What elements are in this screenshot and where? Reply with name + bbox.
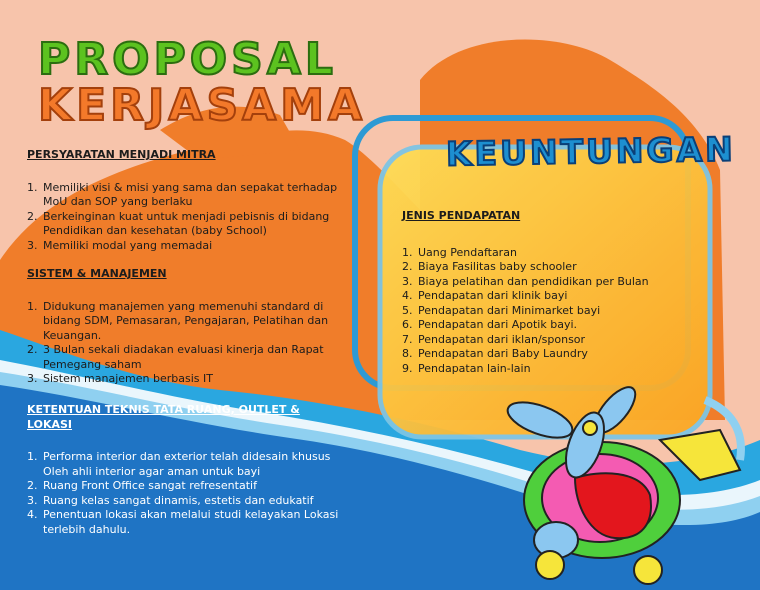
persyaratan-list: [27, 181, 357, 254]
sistem-heading: SISTEM & MANAJEMEN: [27, 267, 167, 280]
pendapatan-list: [402, 246, 662, 377]
list-item: 5. Pendapatan dari Minimarket bayi: [416, 304, 662, 319]
list-item: 3. Sistem manajemen berbasis IT: [41, 372, 342, 387]
list-item: 2. Ruang Front Office sangat refresentatif: [41, 479, 347, 494]
list-item: 3. Memiliki modal yang memadai: [41, 239, 357, 254]
list-item: 9. Pendapatan lain-lain: [416, 362, 662, 377]
section-jenis-pendapatan: [402, 209, 662, 376]
list-item: 4. Penentuan lokasi akan melalui studi kelayakan Lokasi terlebih dahulu.: [41, 508, 347, 537]
list-item: 2. Biaya Fasilitas baby schooler: [416, 260, 662, 275]
list-item: 1. Performa interior dan exterior telah didesain khusus Oleh ahli interior agar aman untuk bayi: [41, 450, 347, 479]
sistem-list: [27, 300, 342, 387]
persyaratan-heading: PERSYARATAN MENJADI MITRA: [27, 148, 216, 161]
title-keuntungan: KEUNTUNGAN: [445, 129, 737, 174]
list-item: 1. Memiliki visi & misi yang sama dan sepakat terhadap MoU dan SOP yang berlaku: [41, 181, 357, 210]
ketentuan-heading: KETENTUAN TEKNIS TATA RUANG, OUTLET & LOKASI: [27, 403, 300, 431]
list-item: 3. Biaya pelatihan dan pendidikan per Bulan: [416, 275, 662, 290]
list-item: 2. Berkeinginan kuat untuk menjadi pebisnis di bidang Pendidikan dan kesehatan (baby School): [41, 210, 357, 239]
list-item: 7. Pendapatan dari iklan/sponsor: [416, 333, 662, 348]
list-item: 1. Didukung manajemen yang memenuhi standard di bidang SDM, Pemasaran, Pengajaran, Pelatihan dan Keuangan.: [41, 300, 342, 344]
list-item: 6. Pendapatan dari Apotik bayi.: [416, 318, 662, 333]
list-item: 4. Pendapatan dari klinik bayi: [416, 289, 662, 304]
title-kerjasama: KERJASAMA: [38, 80, 367, 131]
list-item: 3. Ruang kelas sangat dinamis, estetis dan edukatif: [41, 494, 347, 509]
section-ketentuan: [27, 403, 347, 537]
title-proposal: PROPOSAL: [38, 34, 337, 85]
ketentuan-list: [27, 450, 347, 537]
section-persyaratan: [27, 148, 357, 253]
list-item: 8. Pendapatan dari Baby Laundry: [416, 347, 662, 362]
list-item: 1. Uang Pendaftaran: [416, 246, 662, 261]
section-sistem: [27, 267, 342, 387]
pendapatan-heading: JENIS PENDAPATAN: [402, 209, 521, 222]
list-item: 2. 3 Bulan sekali diadakan evaluasi kinerja dan Rapat Pemegang saham: [41, 343, 342, 372]
